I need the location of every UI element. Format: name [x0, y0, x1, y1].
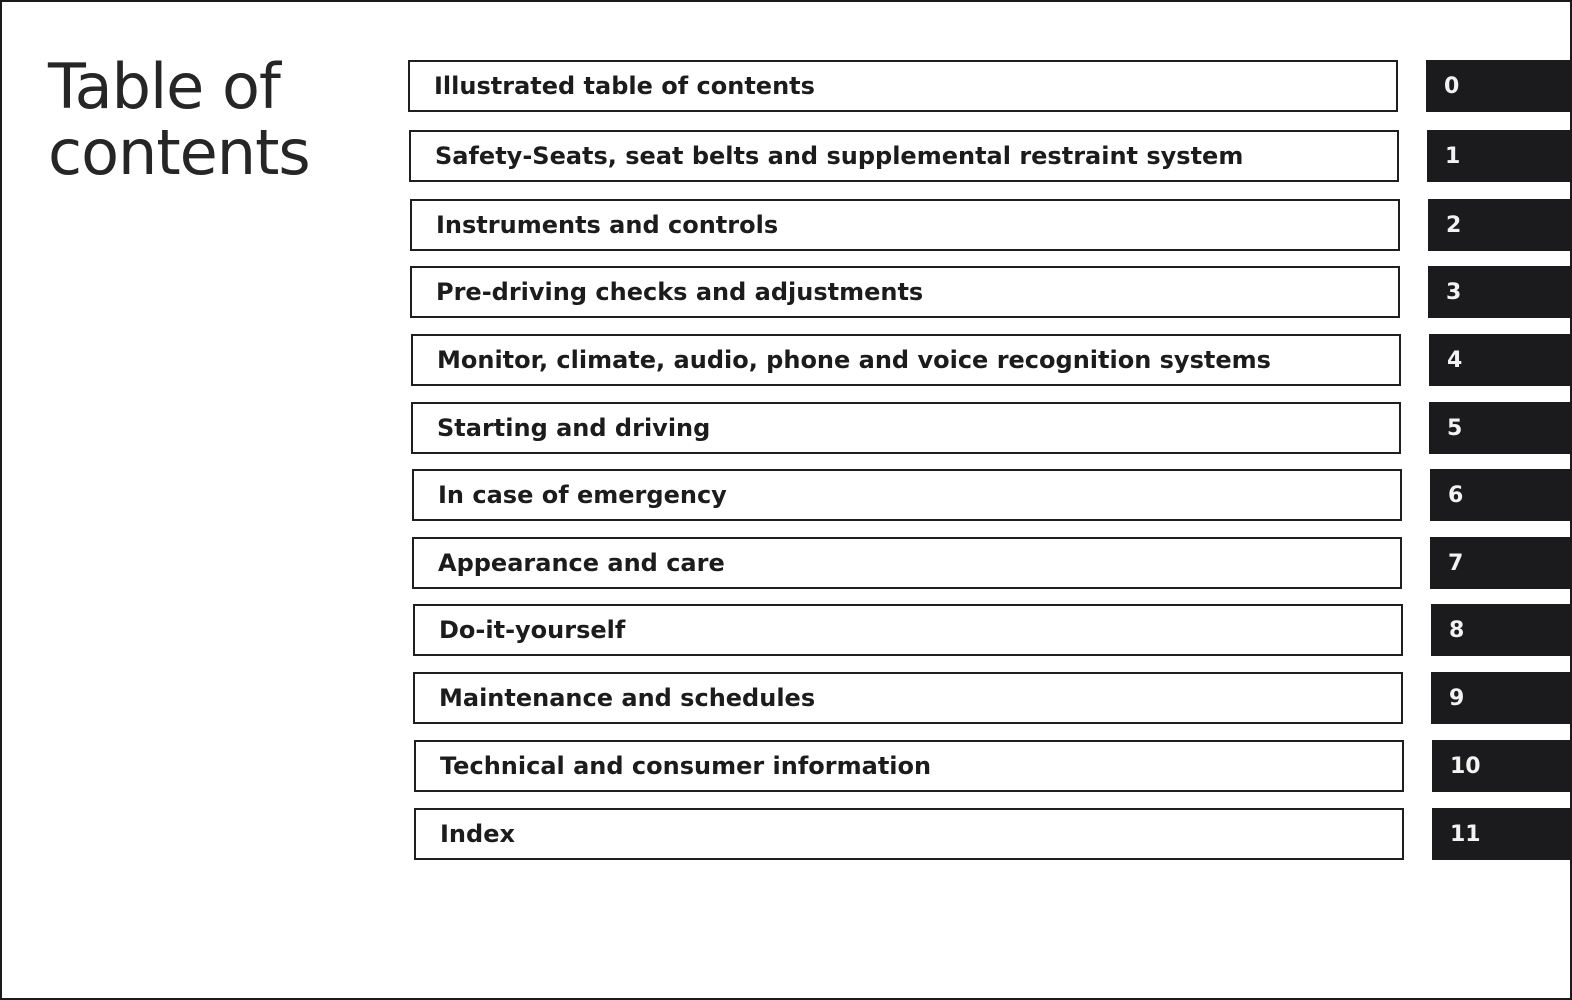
toc-entry-label: Do-it-yourself: [439, 616, 626, 644]
chapter-tab[interactable]: [1432, 808, 1572, 860]
toc-entry-box: [410, 199, 1400, 251]
toc-entry-pre-driving-checks[interactable]: [410, 266, 1572, 322]
toc-entry-label: In case of emergency: [438, 481, 727, 509]
chapter-number: 6: [1448, 482, 1464, 508]
chapter-number: 11: [1450, 821, 1481, 847]
toc-entry-box: [412, 469, 1402, 521]
toc-entry-instruments-and-controls[interactable]: [410, 199, 1572, 255]
chapter-tab[interactable]: [1427, 130, 1572, 182]
chapter-tab[interactable]: [1426, 60, 1572, 112]
toc-entry-do-it-yourself[interactable]: [413, 604, 1572, 660]
chapter-tab[interactable]: [1429, 334, 1572, 386]
toc-entry-box: [414, 740, 1404, 792]
chapter-tab[interactable]: [1429, 402, 1572, 454]
chapter-number: 10: [1450, 753, 1481, 779]
toc-entry-label: Maintenance and schedules: [439, 684, 816, 712]
toc-entry-label: Pre-driving checks and adjustments: [436, 278, 924, 306]
toc-entry-box: [413, 604, 1403, 656]
toc-entry-box: [411, 402, 1401, 454]
chapter-number: 0: [1444, 73, 1460, 99]
chapter-tab[interactable]: [1428, 266, 1572, 318]
chapter-number: 5: [1447, 415, 1463, 441]
chapter-number: 8: [1449, 617, 1465, 643]
chapter-tab[interactable]: [1431, 672, 1572, 724]
toc-list: [2, 2, 1572, 1000]
toc-entry-box: [414, 808, 1404, 860]
toc-entry-label: Illustrated table of contents: [434, 72, 815, 100]
toc-entry-label: Technical and consumer information: [440, 752, 932, 780]
toc-entry-box: [411, 334, 1401, 386]
page-title-line-1: Table of: [48, 50, 280, 123]
chapter-tab[interactable]: [1428, 199, 1572, 251]
toc-entry-label: Monitor, climate, audio, phone and voice recognition systems: [437, 346, 1271, 374]
toc-entry-safety[interactable]: [409, 130, 1572, 186]
toc-entry-label: Instruments and controls: [436, 211, 779, 239]
toc-entry-label: Safety-Seats, seat belts and supplemental restraint system: [435, 142, 1244, 170]
toc-entry-box: [408, 60, 1398, 112]
toc-entry-box: [410, 266, 1400, 318]
chapter-tab[interactable]: [1430, 469, 1572, 521]
chapter-tab[interactable]: [1431, 604, 1572, 656]
toc-entry-monitor-climate-audio[interactable]: [411, 334, 1572, 390]
toc-entry-appearance-and-care[interactable]: [412, 537, 1572, 593]
toc-entry-in-case-of-emergency[interactable]: [412, 469, 1572, 525]
chapter-number: 4: [1447, 347, 1463, 373]
chapter-number: 3: [1446, 279, 1462, 305]
chapter-number: 2: [1446, 212, 1462, 238]
page-title-line-2: contents: [48, 116, 310, 189]
toc-entry-label: Appearance and care: [438, 549, 725, 577]
toc-entry-starting-and-driving[interactable]: [411, 402, 1572, 458]
toc-entry-index[interactable]: [414, 808, 1572, 864]
chapter-tab[interactable]: [1430, 537, 1572, 589]
chapter-number: 7: [1448, 550, 1464, 576]
toc-entry-box: [413, 672, 1403, 724]
toc-entry-illustrated-table-of-contents[interactable]: [408, 60, 1572, 116]
chapter-number: 1: [1445, 143, 1461, 169]
toc-entry-label: Index: [440, 820, 515, 848]
chapter-tab[interactable]: [1432, 740, 1572, 792]
toc-entry-box: [409, 130, 1399, 182]
chapter-number: 9: [1449, 685, 1465, 711]
toc-entry-label: Starting and driving: [437, 414, 711, 442]
toc-entry-box: [412, 537, 1402, 589]
toc-entry-maintenance-and-schedules[interactable]: [413, 672, 1572, 728]
toc-entry-technical-and-consumer-information[interactable]: [414, 740, 1572, 796]
